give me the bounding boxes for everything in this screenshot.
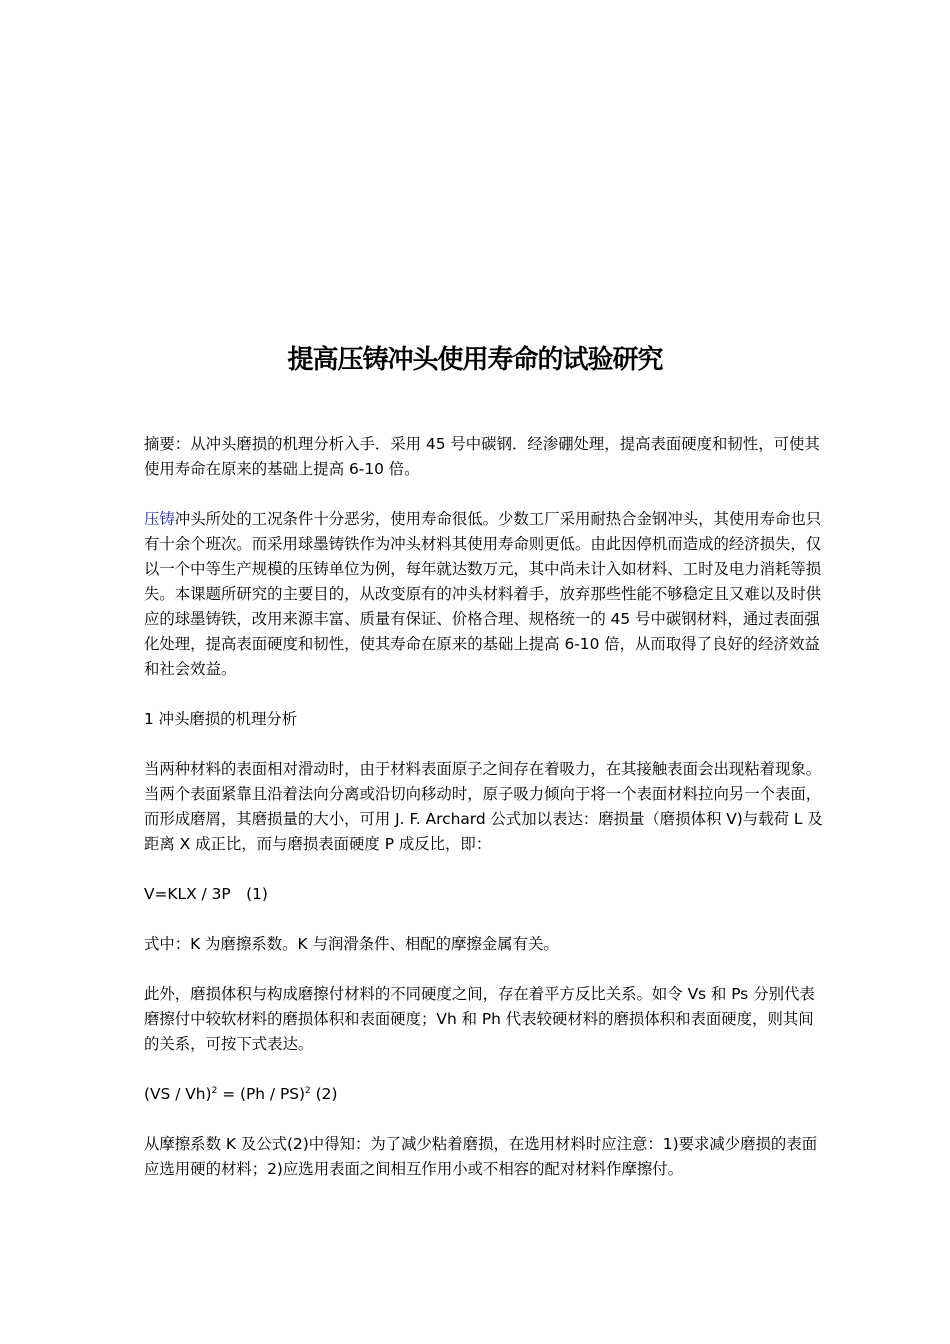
k-coefficient-paragraph: 式中：K 为磨擦系数。K 与润滑条件、相配的摩擦金属有关。	[144, 935, 559, 953]
abstract-paragraph: 摘要：从冲头磨损的机理分析入手．采用 45 号中碳钢．经渗硼处理，提高表面硬度和韧性，可使其使用寿命在原来的基础上提高 6-10 倍。	[144, 435, 820, 478]
formula-2-left: (VS / Vh)	[144, 1085, 212, 1103]
document-title: 提高压铸冲头使用寿命的试验研究	[287, 345, 663, 375]
section-heading: 1 冲头磨损的机理分析	[144, 710, 298, 728]
conclusion-paragraph: 从摩擦系数 K 及公式(2)中得知：为了减少粘着磨损，在选用材料时应注意：1)要求减少磨损的表面应选用硬的材料；2)应选用表面之间相互作用小或不相容的配对材料作摩擦付。	[144, 1135, 818, 1178]
formula-2-right: (2)	[310, 1085, 338, 1103]
document-body	[144, 432, 824, 1207]
formula-2-exponent-1: 2	[211, 1085, 218, 1096]
adhesion-paragraph: 当两种材料的表面相对滑动时，由于材料表面原子之间存在着吸力，在其接触表面会出现粘着现象。当两个表面紧靠且沿着法向分离或沿切向移动时，原子吸力倾向于将一个表面材料拉向另一个表面，而形成磨屑，其磨损量的大小，可用 J. F. Archard 公式加以表达：磨损量（磨损体积 V)与载荷 L 及距离 X 成正比，而与磨损表面硬度 P 成反比，即：	[144, 760, 823, 853]
hardness-paragraph: 此外，磨损体积与构成磨擦付材料的不同硬度之间，存在着平方反比关系。如令 Vs 和 Ps 分别代表磨擦付中较软材料的磨损体积和表面硬度；Vh 和 Ph 代表较硬材料的磨损体积和表面硬度，则其间的关系，可按下式表达。	[144, 985, 815, 1053]
intro-text: 冲头所处的工况条件十分恶劣，使用寿命很低。少数工厂采用耐热合金钢冲头，其使用寿命也只有十余个班次。而采用球墨铸铁作为冲头材料其使用寿命则更低。由此因停机而造成的经济损失，仅以一个中等生产规模的压铸单位为例，每年就达数万元，其中尚未计入如材料、工时及电力消耗等损失。本课题所研究的主要目的，从改变原有的冲头材料着手，放弃那些性能不够稳定且又难以及时供应的球墨铸铁，改用来源丰富、质量有保证、价格合理、规格统一的 45 号中碳钢材料，通过表面强化处理，提高表面硬度和韧性，使其寿命在原来的基础上提高 6-10 倍，从而取得了良好的经济效益和社会效益。	[144, 510, 822, 678]
die-casting-link[interactable]: 压铸	[144, 510, 175, 528]
formula-2-exponent-2: 2	[305, 1085, 311, 1096]
formula-2	[144, 1082, 824, 1107]
intro-paragraph	[144, 507, 824, 682]
formula-2-middle: = (Ph / PS)	[217, 1085, 306, 1103]
formula-1: V=KLX / 3P (1)	[144, 885, 268, 903]
